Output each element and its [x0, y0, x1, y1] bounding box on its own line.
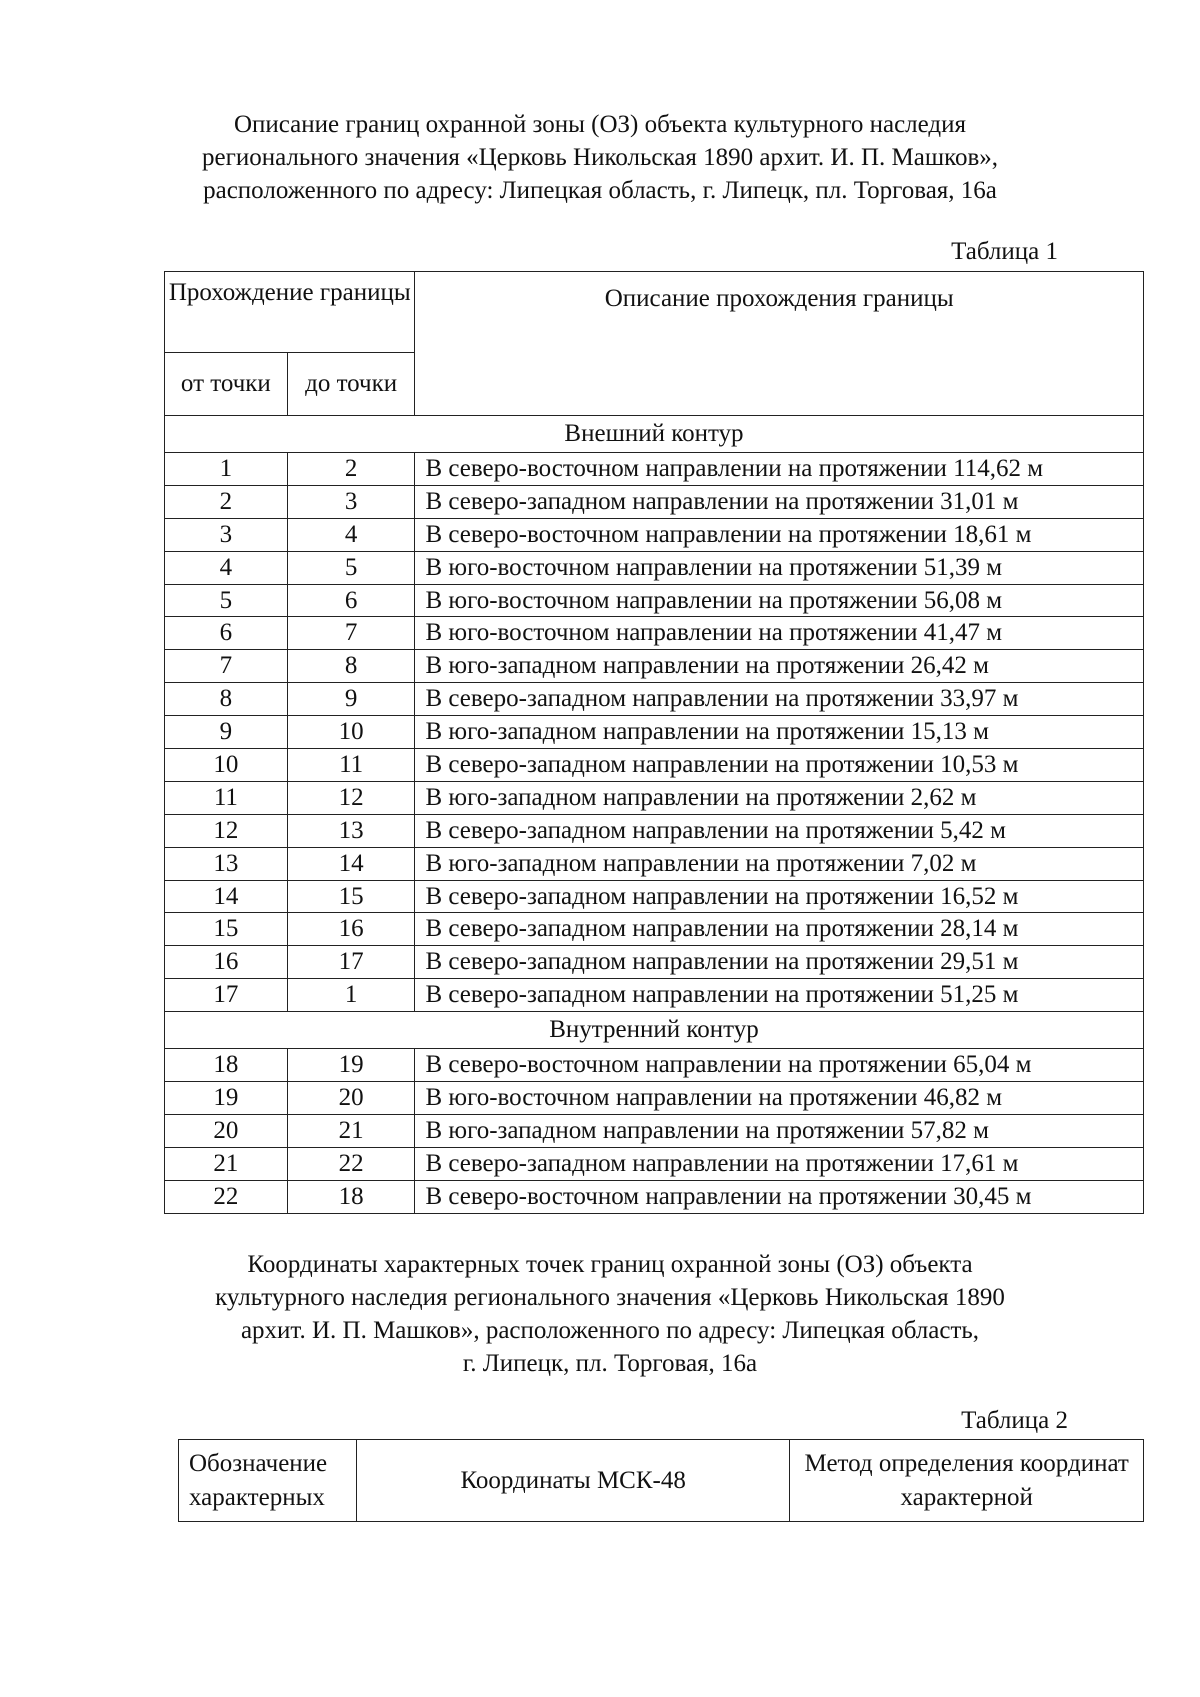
heading-line: Координаты характерных точек границ охранной зоны (ОЗ) объекта: [247, 1251, 973, 1278]
cell-to-point: 18: [287, 1180, 415, 1213]
cell-to-point: 7: [287, 617, 415, 650]
cell-to-point: 10: [287, 716, 415, 749]
table-row: [165, 1180, 1144, 1213]
cell-to-point: 19: [287, 1049, 415, 1082]
cell-to-point: 3: [287, 485, 415, 518]
table-row: [165, 453, 1144, 486]
cell-from-point: 18: [165, 1049, 288, 1082]
cell-description: В юго-западном направлении на протяжении 15,13 м: [415, 716, 1144, 749]
boundary-description-table: [164, 271, 1144, 1214]
heading-line: архит. И. П. Машков», расположенного по адресу: Липецкая область,: [240, 1317, 980, 1344]
cell-from-point: 2: [165, 485, 288, 518]
table-row: [165, 1147, 1144, 1180]
cell-description: В северо-западном направлении на протяжении 51,25 м: [415, 979, 1144, 1012]
cell-to-point: 16: [287, 913, 415, 946]
heading-line: регионального значения «Церковь Никольская 1890 архит. И. П. Машков»,: [201, 144, 999, 171]
heading-line: Описание границ охранной зоны (ОЗ) объекта культурного наследия: [233, 111, 967, 138]
coordinates-table: [178, 1439, 1144, 1522]
cell-from-point: 8: [165, 683, 288, 716]
cell-to-point: 2: [287, 453, 415, 486]
cell-from-point: 16: [165, 946, 288, 979]
table2-label: Таблица 2: [961, 1407, 1068, 1434]
cell-from-point: 20: [165, 1114, 288, 1147]
cell-description: В юго-западном направлении на протяжении 7,02 м: [415, 847, 1144, 880]
cell-to-point: 11: [287, 749, 415, 782]
table-row: [165, 518, 1144, 551]
heading-line: расположенного по адресу: Липецкая область, г. Липецк, пл. Торговая, 16а: [203, 177, 997, 204]
table-row: [165, 814, 1144, 847]
cell-from-point: 14: [165, 880, 288, 913]
cell-from-point: 19: [165, 1082, 288, 1115]
cell-from-point: 13: [165, 847, 288, 880]
cell-from-point: 5: [165, 584, 288, 617]
header-coordinates: Координаты МСК-48: [356, 1440, 789, 1522]
table-row: [165, 781, 1144, 814]
cell-description: В юго-западном направлении на протяжении 26,42 м: [415, 650, 1144, 683]
header-to-point: до точки: [287, 353, 415, 416]
cell-to-point: 8: [287, 650, 415, 683]
table1-label: Таблица 1: [951, 238, 1058, 265]
cell-description: В северо-восточном направлении на протяжении 18,61 м: [415, 518, 1144, 551]
table-row: [165, 979, 1144, 1012]
cell-to-point: 13: [287, 814, 415, 847]
cell-description: В северо-западном направлении на протяжении 16,52 м: [415, 880, 1144, 913]
cell-from-point: 17: [165, 979, 288, 1012]
heading-line: г. Липецк, пл. Торговая, 16а: [462, 1350, 758, 1377]
table-row: [165, 1114, 1144, 1147]
cell-description: В юго-восточном направлении на протяжении 56,08 м: [415, 584, 1144, 617]
cell-to-point: 12: [287, 781, 415, 814]
cell-from-point: 6: [165, 617, 288, 650]
heading-line: культурного наследия регионального значения «Церковь Никольская 1890: [215, 1284, 1005, 1311]
cell-description: В юго-западном направлении на протяжении 2,62 м: [415, 781, 1144, 814]
cell-description: В юго-восточном направлении на протяжении 41,47 м: [415, 617, 1144, 650]
cell-description: В северо-западном направлении на протяжении 31,01 м: [415, 485, 1144, 518]
cell-to-point: 5: [287, 551, 415, 584]
cell-description: В северо-западном направлении на протяжении 5,42 м: [415, 814, 1144, 847]
cell-description: В юго-восточном направлении на протяжении 51,39 м: [415, 551, 1144, 584]
table-row: [165, 551, 1144, 584]
table-row: [165, 749, 1144, 782]
cell-to-point: 14: [287, 847, 415, 880]
cell-description: В юго-западном направлении на протяжении 57,82 м: [415, 1114, 1144, 1147]
cell-from-point: 7: [165, 650, 288, 683]
header-method: Метод определения координат характерной: [790, 1440, 1144, 1522]
cell-from-point: 12: [165, 814, 288, 847]
cell-to-point: 20: [287, 1082, 415, 1115]
cell-from-point: 1: [165, 453, 288, 486]
cell-from-point: 22: [165, 1180, 288, 1213]
table1-body: [165, 416, 1144, 1214]
cell-to-point: 9: [287, 683, 415, 716]
cell-description: В северо-восточном направлении на протяжении 114,62 м: [415, 453, 1144, 486]
table1-heading: [160, 108, 1040, 207]
cell-description: В северо-западном направлении на протяжении 33,97 м: [415, 683, 1144, 716]
section-title: Внутренний контур: [165, 1012, 1144, 1049]
cell-to-point: 22: [287, 1147, 415, 1180]
header-boundary-passage: Прохождение границы: [165, 272, 415, 353]
cell-description: В северо-западном направлении на протяжении 10,53 м: [415, 749, 1144, 782]
table-row: [165, 880, 1144, 913]
table-row: [165, 485, 1144, 518]
table-row: [165, 1049, 1144, 1082]
cell-to-point: 4: [287, 518, 415, 551]
cell-to-point: 15: [287, 880, 415, 913]
table-row: [165, 683, 1144, 716]
header-description: Описание прохождения границы: [415, 272, 1144, 416]
cell-description: В северо-восточном направлении на протяжении 30,45 м: [415, 1180, 1144, 1213]
cell-to-point: 21: [287, 1114, 415, 1147]
table-row: [165, 1082, 1144, 1115]
table-row: [165, 584, 1144, 617]
cell-to-point: 6: [287, 584, 415, 617]
header-point-designation: Обозначение характерных: [179, 1440, 357, 1522]
section-title: Внешний контур: [165, 416, 1144, 453]
table-row: [165, 847, 1144, 880]
cell-description: В северо-западном направлении на протяжении 28,14 м: [415, 913, 1144, 946]
table-row: [165, 650, 1144, 683]
cell-description: В юго-восточном направлении на протяжении 46,82 м: [415, 1082, 1144, 1115]
table-row: [165, 913, 1144, 946]
table-row: [165, 946, 1144, 979]
cell-from-point: 11: [165, 781, 288, 814]
header-from-point: от точки: [165, 353, 288, 416]
table-row: [165, 716, 1144, 749]
cell-from-point: 3: [165, 518, 288, 551]
cell-from-point: 4: [165, 551, 288, 584]
cell-from-point: 10: [165, 749, 288, 782]
cell-from-point: 21: [165, 1147, 288, 1180]
cell-description: В северо-восточном направлении на протяжении 65,04 м: [415, 1049, 1144, 1082]
cell-description: В северо-западном направлении на протяжении 17,61 м: [415, 1147, 1144, 1180]
cell-to-point: 1: [287, 979, 415, 1012]
cell-to-point: 17: [287, 946, 415, 979]
table2-heading: [160, 1248, 1060, 1380]
cell-from-point: 15: [165, 913, 288, 946]
cell-from-point: 9: [165, 716, 288, 749]
table-row: [165, 617, 1144, 650]
cell-description: В северо-западном направлении на протяжении 29,51 м: [415, 946, 1144, 979]
